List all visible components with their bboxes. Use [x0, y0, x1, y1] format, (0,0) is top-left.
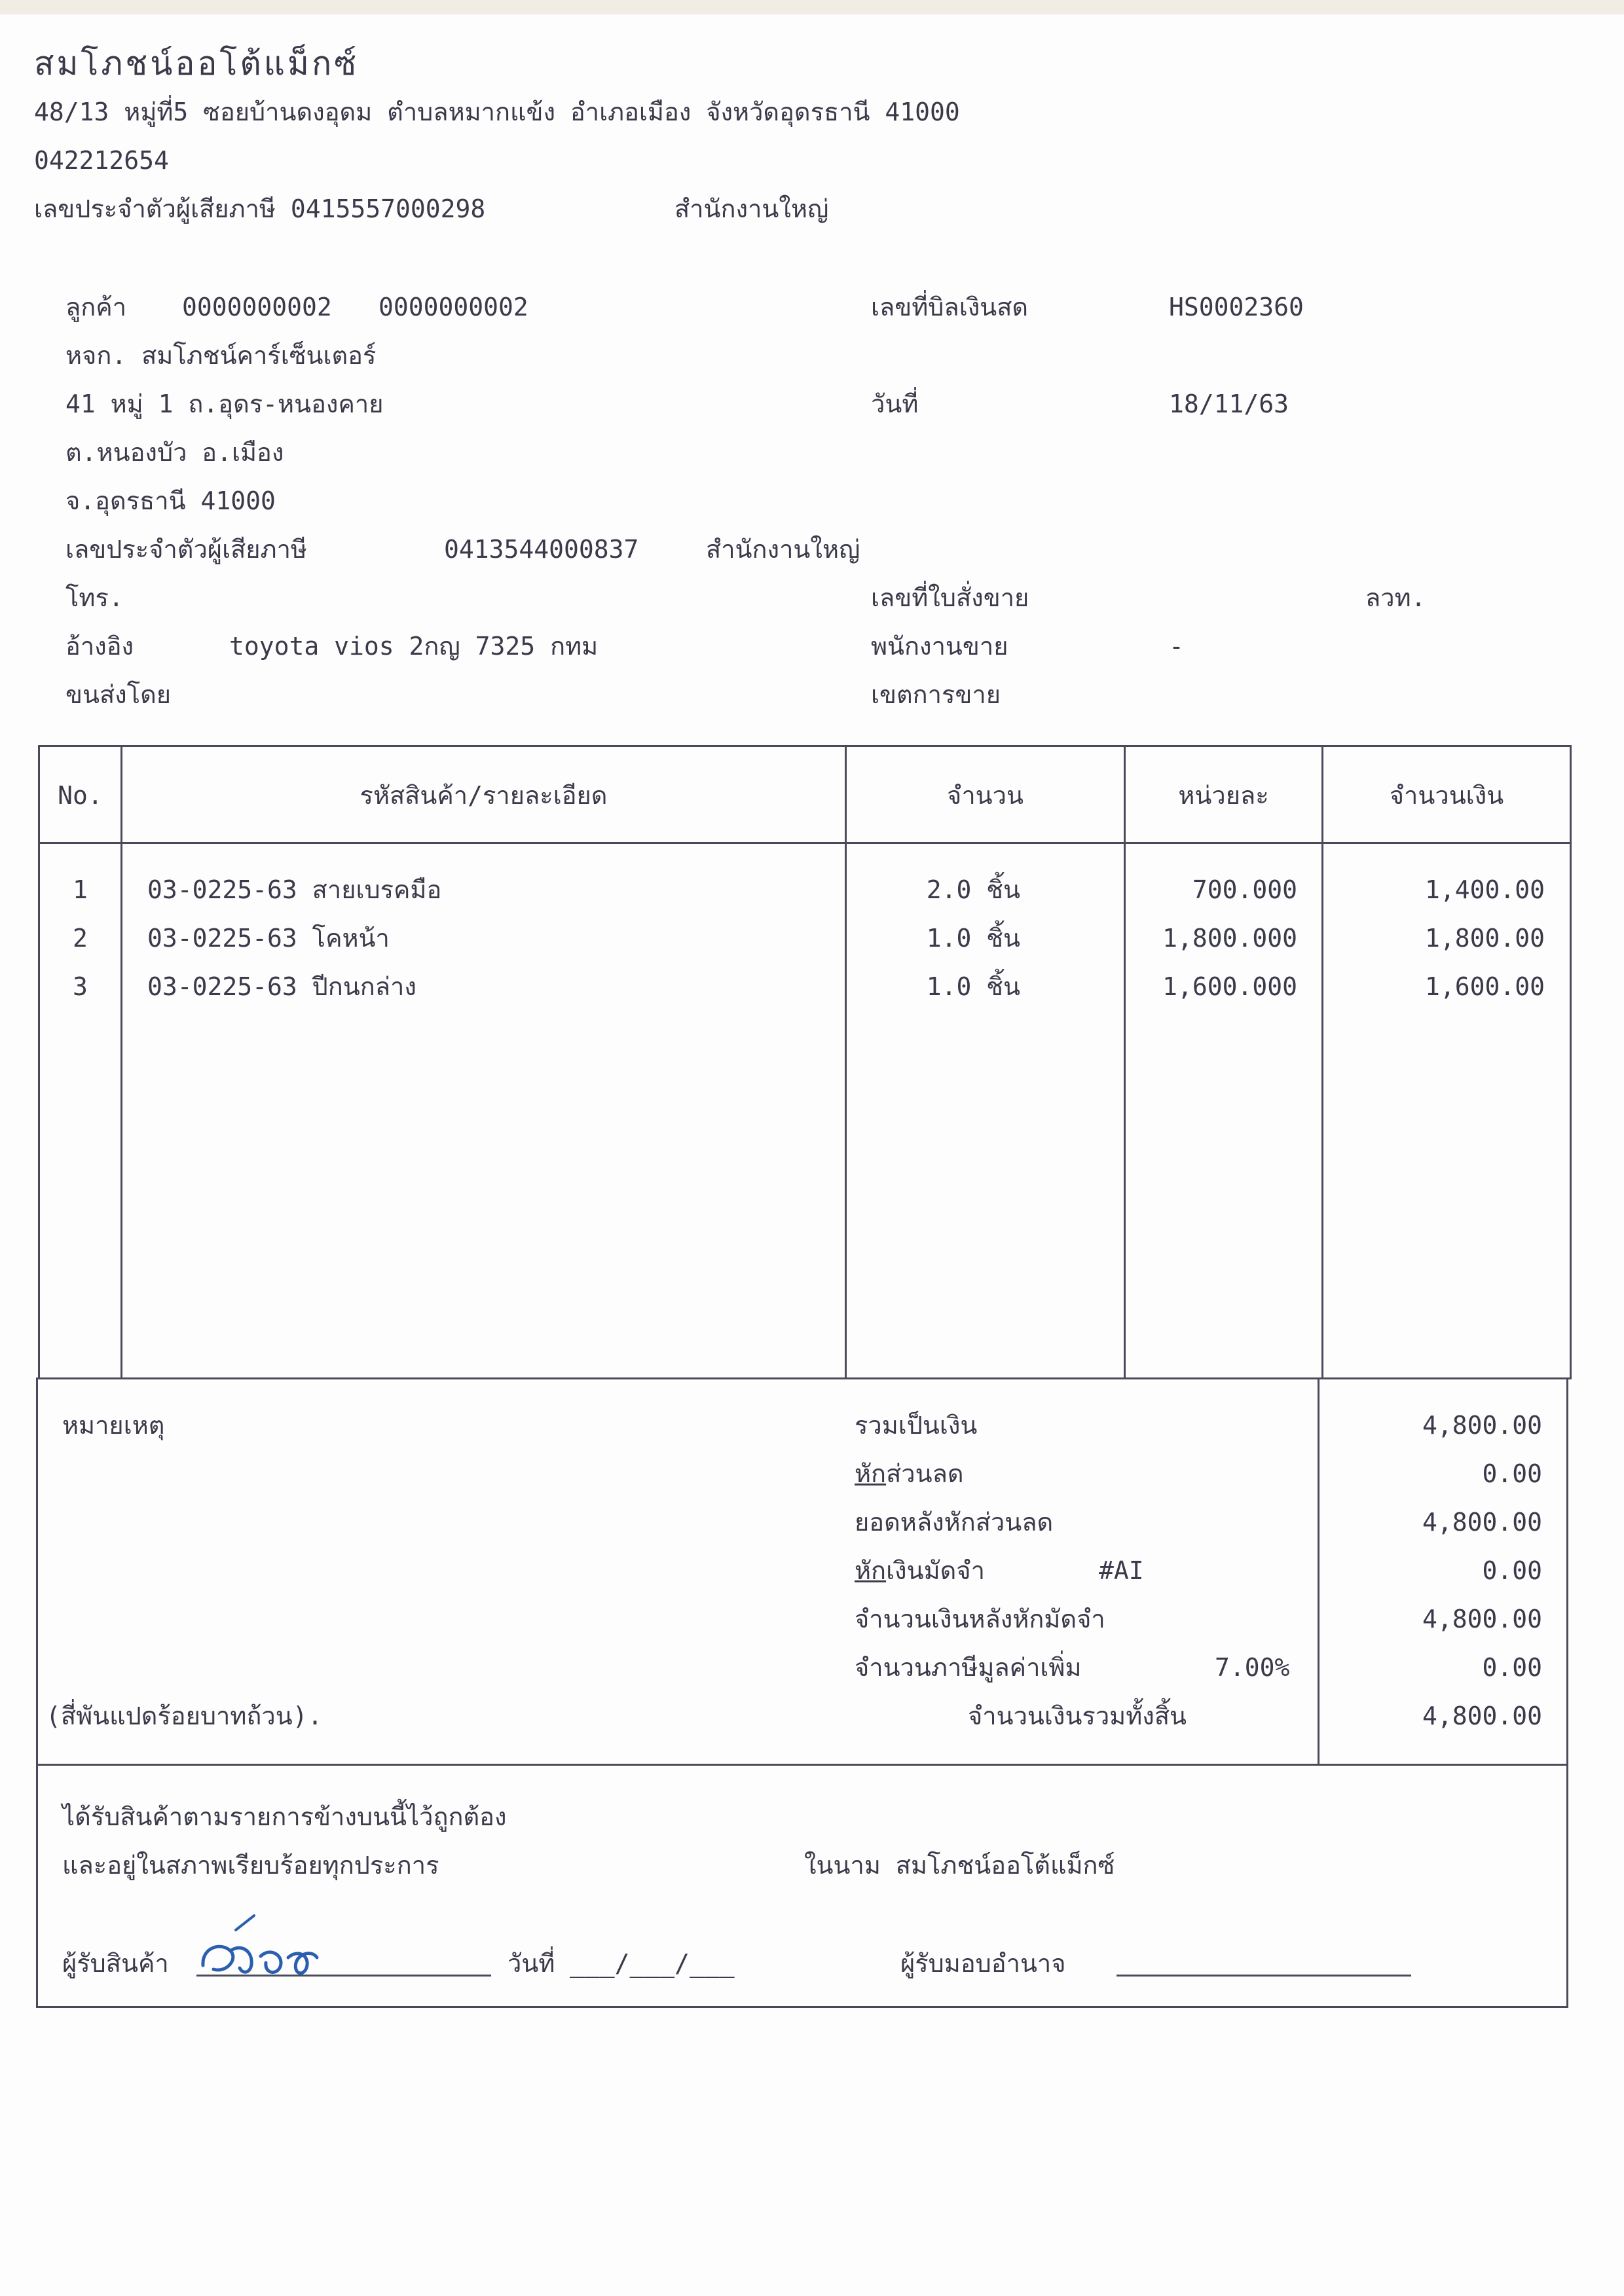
row-no: 1	[73, 875, 88, 904]
row-amount: 1,800.00	[1424, 924, 1545, 953]
header-quantity: จำนวน	[947, 781, 1024, 810]
subtotal-value: 4,800.00	[1422, 1411, 1542, 1440]
table-left-border	[38, 745, 40, 1377]
company-address: 48/13 หมู่ที่5 ซอยบ้านดงอุดม ตำบลหมากแข้ง อำเภอเมือง จังหวัดอุดรธานี 41000	[34, 98, 960, 126]
handwritten-signature	[196, 1892, 341, 1990]
summary-left-border	[36, 1377, 38, 2008]
customer-address-1: 41 หมู่ 1 ถ.อุดร-หนองคาย	[65, 390, 384, 418]
customer-code-2: 0000000002	[378, 293, 528, 321]
row-unit-price: 700.000	[1192, 875, 1297, 904]
deposit-code: #AI	[1099, 1556, 1144, 1585]
table-body-border	[38, 1377, 1572, 1379]
header-no: No.	[58, 781, 103, 810]
table-header-border	[38, 842, 1572, 844]
on-behalf-of: ในนาม สมโภชน์ออโต้แม็กซ์	[804, 1851, 1115, 1880]
col-divider-no	[120, 745, 122, 1377]
bill-number: HS0002360	[1169, 293, 1304, 321]
footer-bottom-border	[36, 2006, 1568, 2008]
company-phone: 042212654	[34, 146, 169, 175]
receive-date-label: วันที่	[507, 1949, 555, 1978]
row-amount: 1,400.00	[1424, 875, 1545, 904]
col-divider-qty	[1124, 745, 1126, 1377]
summary-bottom-border	[36, 1764, 1568, 1766]
row-no: 3	[73, 972, 88, 1001]
customer-branch: สำนักงานใหญ่	[706, 535, 860, 564]
row-amount: 1,600.00	[1424, 972, 1545, 1001]
discount-label-prefix: หัก	[855, 1459, 887, 1488]
row-unit-price: 1,600.000	[1162, 972, 1297, 1001]
receiver-label: ผู้รับสินค้า	[62, 1949, 169, 1978]
after-discount-value: 4,800.00	[1422, 1508, 1542, 1537]
salesperson-value: -	[1169, 632, 1184, 661]
vat-value: 0.00	[1482, 1653, 1542, 1682]
summary-right-border	[1566, 1377, 1568, 2008]
header-unit-price: หน่วยละ	[1178, 781, 1269, 810]
received-statement-1: ได้รับสินค้าตามรายการข้างบนนี้ไว้ถูกต้อง	[62, 1802, 507, 1831]
row-unit-price: 1,800.000	[1162, 924, 1297, 953]
reference-label: อ้างอิง	[65, 632, 134, 661]
receive-date-blank: ___/___/___	[570, 1949, 735, 1978]
shipping-label: ขนส่งโดย	[65, 680, 172, 709]
sales-order-label: เลขที่ใบสั่งขาย	[871, 583, 1029, 612]
discount-label	[855, 1461, 964, 1486]
table-right-border	[1570, 745, 1572, 1377]
customer-address-2: ต.หนองบัว อ.เมือง	[65, 438, 284, 467]
customer-tel-label: โทร.	[65, 583, 124, 612]
authorized-label: ผู้รับมอบอำนาจ	[900, 1949, 1066, 1978]
row-quantity: 1.0 ชิ้น	[926, 972, 1020, 1001]
authorized-signature-line	[1116, 1975, 1411, 1977]
reference-value: toyota vios 2กญ 7325 กทม	[229, 632, 599, 661]
row-description: 03-0225-63 ปีกนกล่าง	[147, 972, 416, 1001]
received-statement-2: และอยู่ในสภาพเรียบร้อยทุกประการ	[62, 1851, 439, 1880]
row-quantity: 1.0 ชิ้น	[926, 924, 1020, 953]
customer-address-3: จ.อุดรธานี 41000	[65, 486, 276, 515]
vat-label: จำนวนภาษีมูลค่าเพิ่ม	[855, 1653, 1082, 1682]
subtotal-label: รวมเป็นเงิน	[855, 1411, 978, 1440]
sales-order-note: ลวท.	[1365, 583, 1426, 612]
deposit-label	[855, 1558, 985, 1583]
header-amount: จำนวนเงิน	[1389, 781, 1504, 810]
company-name: สมโภชน์ออโต้แม็กซ์	[34, 45, 360, 82]
deposit-label-suffix: เงินมัดจำ	[886, 1556, 985, 1585]
deposit-value: 0.00	[1482, 1556, 1542, 1585]
bill-number-label: เลขที่บิลเงินสด	[871, 293, 1029, 321]
discount-value: 0.00	[1482, 1459, 1542, 1488]
deposit-label-prefix: หัก	[855, 1556, 887, 1585]
row-description: 03-0225-63 สายเบรคมือ	[147, 875, 442, 904]
after-deposit-label: จำนวนเงินหลังหักมัดจำ	[855, 1605, 1105, 1633]
remark-label: หมายเหตุ	[62, 1411, 165, 1440]
row-quantity: 2.0 ชิ้น	[926, 875, 1020, 904]
amount-in-words: (สี่พันแปดร้อยบาทถ้วน).	[46, 1702, 323, 1730]
after-deposit-value: 4,800.00	[1422, 1605, 1542, 1633]
row-description: 03-0225-63 โคหน้า	[147, 924, 390, 953]
customer-label: ลูกค้า	[65, 293, 127, 321]
invoice-date-label: วันที่	[871, 390, 919, 418]
company-tax-id: เลขประจำตัวผู้เสียภาษี 0415557000298	[34, 194, 486, 223]
invoice-date: 18/11/63	[1169, 390, 1289, 418]
col-divider-unit	[1321, 745, 1323, 1377]
grand-total-label: จำนวนเงินรวมทั้งสิ้น	[968, 1702, 1187, 1730]
salesperson-label: พนักงานขาย	[871, 632, 1008, 661]
customer-name: หจก. สมโภชน์คาร์เซ็นเตอร์	[65, 341, 377, 370]
sales-area-label: เขตการขาย	[871, 680, 1001, 709]
grand-total-value: 4,800.00	[1422, 1702, 1542, 1730]
scan-edge	[0, 0, 1624, 14]
row-no: 2	[73, 924, 88, 953]
table-top-border	[38, 745, 1572, 747]
col-divider-desc	[845, 745, 847, 1377]
company-branch: สำนักงานใหญ่	[674, 194, 829, 223]
customer-tax-id: 0413544000837	[444, 535, 639, 564]
customer-code-1: 0000000002	[182, 293, 332, 321]
customer-tax-label: เลขประจำตัวผู้เสียภาษี	[65, 535, 307, 564]
vat-rate: 7.00%	[1215, 1653, 1290, 1682]
after-discount-label: ยอดหลังหักส่วนลด	[855, 1508, 1054, 1537]
discount-label-suffix: ส่วนลด	[886, 1459, 964, 1488]
header-description: รหัสสินค้า/รายละเอียด	[360, 781, 608, 810]
